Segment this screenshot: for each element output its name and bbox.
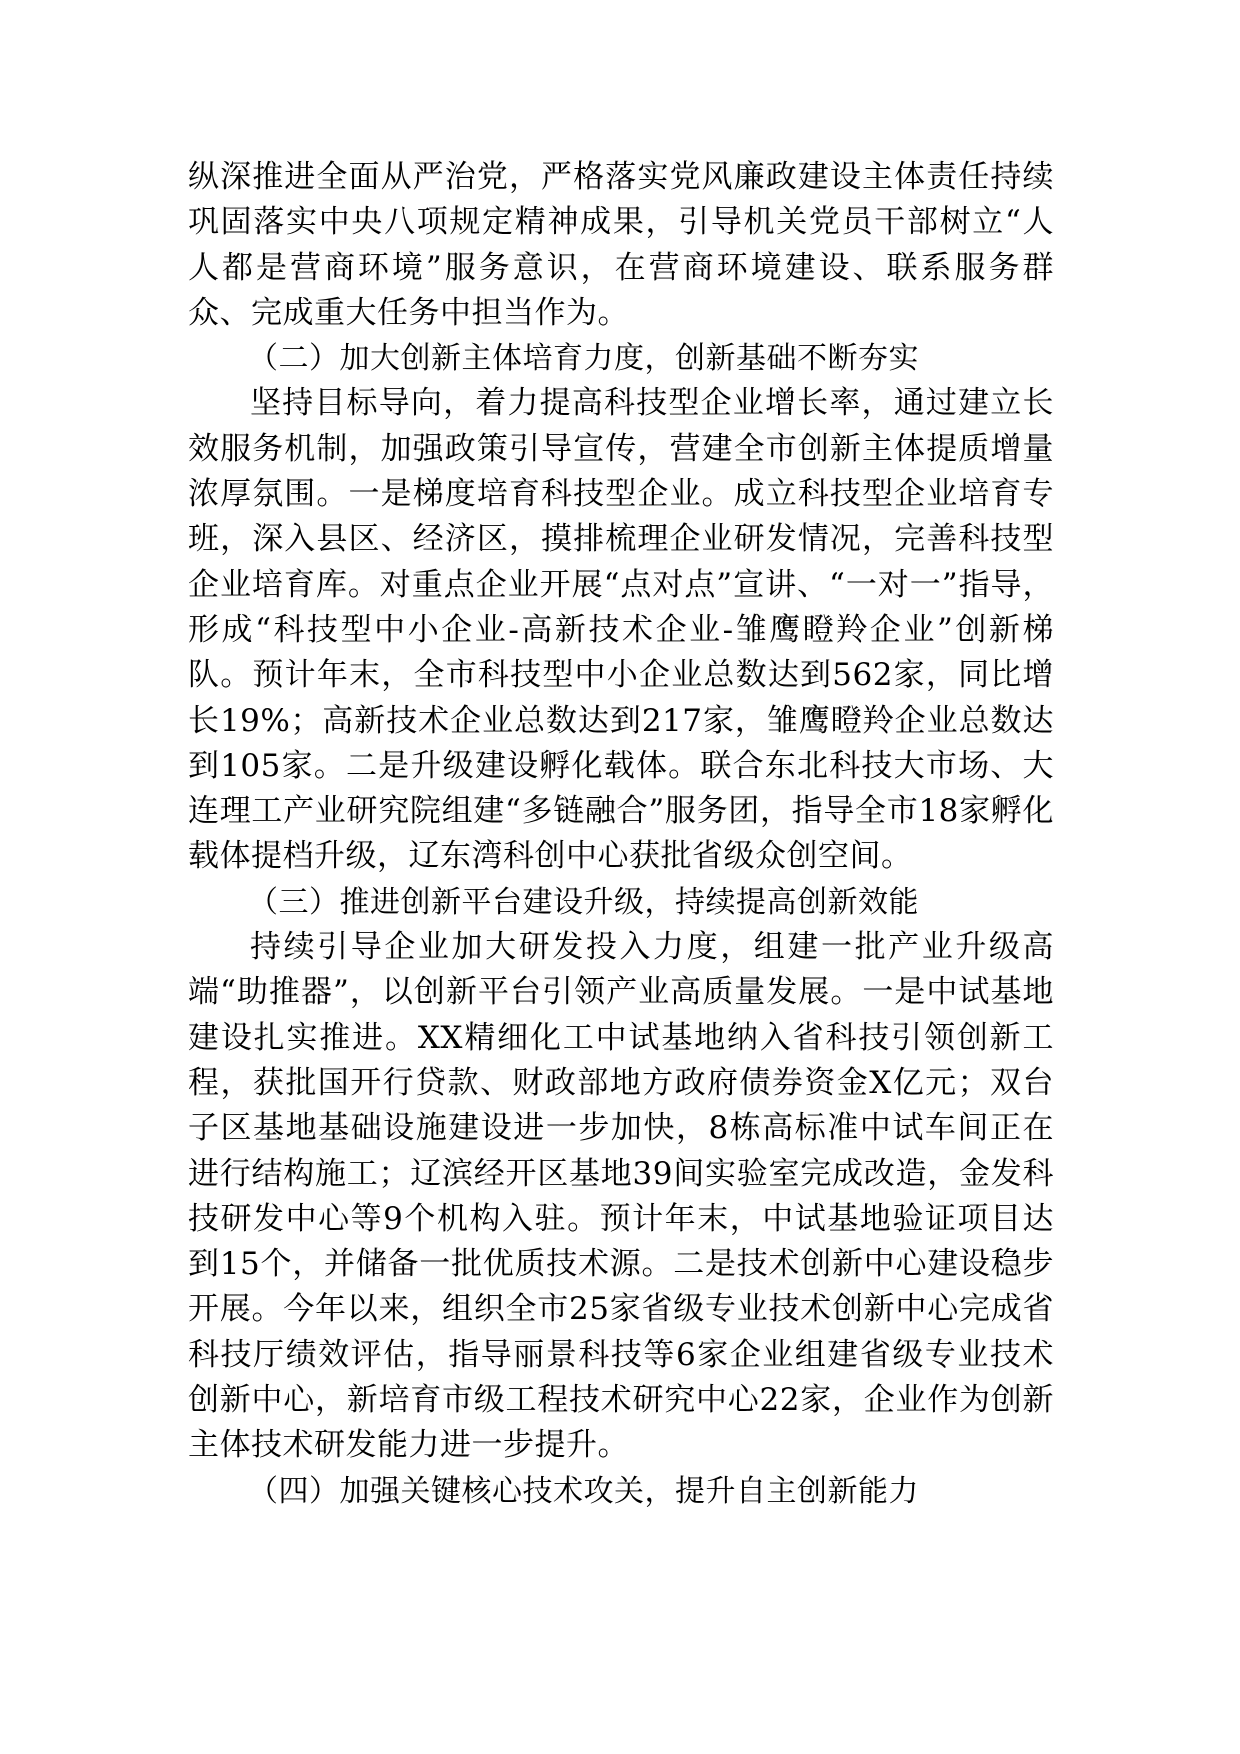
- document-page: [188, 155, 1054, 1514]
- body-paragraph-innovation-platforms: 持续引导企业加大研发投入力度，组建一批产业升级高端“助推器”，以创新平台引领产业高质量发展。一是中试基地建设扎实推进。XX精细化工中试基地纳入省科技引领创新工程，获批国开行贷款、财政部地方政府债券资金X亿元；双台子区基地基础设施建设进一步加快，8栋高标准中试车间正在进行结构施工；辽滨经开区基地39间实验室完成改造，金发科技研发中心等9个机构入驻。预计年末，中试基地验证项目达到15个，并储备一批优质技术源。二是技术创新中心建设稳步开展。今年以来，组织全市25家省级专业技术创新中心完成省科技厅绩效评估，指导丽景科技等6家企业组建省级专业技术创新中心，新培育市级工程技术研究中心22家，企业作为创新主体技术研发能力进一步提升。: [188, 929, 1054, 1464]
- body-paragraph-continued: 纵深推进全面从严治党，严格落实党风廉政建设主体责任持续巩固落实中央八项规定精神成果，引导机关党员干部树立“人人都是营商环境”服务意识，在营商环境建设、联系服务群众、完成重大任务中担当作为。: [188, 159, 1054, 331]
- body-paragraph-innovation-subjects: 坚持目标导向，着力提高科技型企业增长率，通过建立长效服务机制，加强政策引导宣传，营建全市创新主体提质增量浓厚氛围。一是梯度培育科技型企业。成立科技型企业培育专班，深入县区、经济区，摸排梳理企业研发情况，完善科技型企业培育库。对重点企业开展“点对点”宣讲、“一对一”指导，形成“科技型中小企业-高新技术企业-雏鹰瞪羚企业”创新梯队。预计年末，全市科技型中小企业总数达到562家，同比增长19%；高新技术企业总数达到217家，雏鹰瞪羚企业总数达到105家。二是升级建设孵化载体。联合东北科技大市场、大连理工产业研究院组建“多链融合”服务团，指导全市18家孵化载体提档升级，辽东湾科创中心获批省级众创空间。: [188, 385, 1054, 875]
- section-heading-4: （四）加强关键核心技术攻关，提升自主创新能力: [248, 1473, 919, 1509]
- section-heading-2: （二）加大创新主体培育力度，创新基础不断夯实: [248, 341, 919, 377]
- section-heading-3: （三）推进创新平台建设升级，持续提高创新效能: [248, 884, 919, 920]
